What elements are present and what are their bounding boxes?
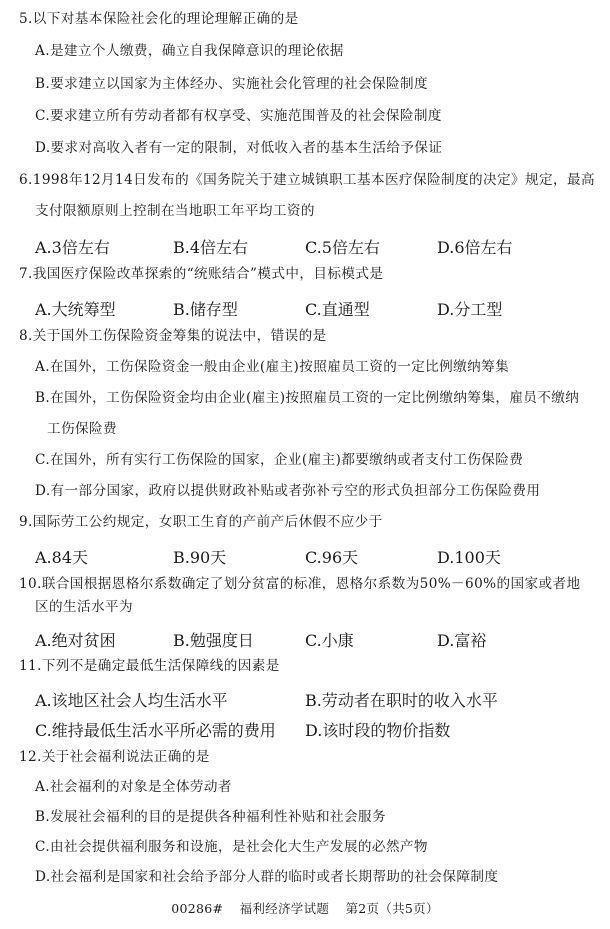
question-6-option-a: A.3倍左右 [35, 238, 110, 257]
question-5-option-a: A.是建立个人缴费，确立自我保障意识的理论依据 [35, 43, 344, 59]
question-7-option-c: C.直通型 [305, 300, 370, 319]
question-9-options [0, 545, 610, 567]
question-11-options-row2 [0, 718, 610, 740]
question-11-option-d: D.该时段的物价指数 [305, 721, 451, 740]
question-12-option-b: B.发展社会福利的目的是提供各种福利性补贴和社会服务 [35, 809, 386, 825]
question-11-options-row1 [0, 688, 610, 710]
page-footer [0, 899, 610, 917]
question-12-option-d: D.社会福利是国家和社会给予部分人群的临时或者长期帮助的社会保障制度 [35, 869, 499, 885]
question-11-stem: 11.下列不是确定最低生活保障线的因素是 [19, 658, 280, 674]
question-6-option-b: B.4倍左右 [173, 238, 249, 257]
question-10-option-b: B.勉强度日 [173, 631, 254, 650]
question-6-stem: 6.1998年12月14日发布的《国务院关于建立城镇职工基本医疗保险制度的决定》规定，最高 [19, 172, 595, 188]
question-9-option-d: D.100天 [437, 548, 501, 567]
footer-page-number: 第2页（共5页） [345, 901, 439, 916]
question-7-option-a: A.大统筹型 [35, 300, 116, 319]
question-8-option-b: B.在国外，工伤保险资金均由企业(雇主)按照雇员工资的一定比例缴纳筹集，雇员不缴纳 [35, 390, 580, 406]
question-10-stem: 10.联合国根据恩格尔系数确定了划分贫富的标准，恩格尔系数为50%－60%的国家或者地 [19, 576, 581, 592]
question-7-option-b: B.储存型 [173, 300, 238, 319]
question-5-option-d: D.要求对高收入者有一定的限制，对低收入者的基本生活给予保证 [35, 140, 443, 156]
question-7-options [0, 297, 610, 319]
question-11-option-a: A.该地区社会人均生活水平 [35, 691, 228, 710]
footer-exam-code: 00286# [171, 901, 224, 916]
question-10-option-a: A.绝对贫困 [35, 631, 116, 650]
question-5-stem: 5.以下对基本保险社会化的理论理解正确的是 [19, 11, 299, 27]
question-6-option-c: C.5倍左右 [305, 238, 380, 257]
question-6-options [0, 235, 610, 257]
question-8-option-b-cont: 工伤保险费 [47, 421, 117, 437]
question-12-option-c: C.由社会提供福利服务和设施，是社会化大生产发展的必然产物 [35, 839, 428, 855]
question-5-option-c: C.要求建立所有劳动者都有权享受、实施范围普及的社会保险制度 [35, 108, 442, 124]
question-10-option-c: C.小康 [305, 631, 354, 650]
question-8-stem: 8.关于国外工伤保险资金筹集的说法中，错误的是 [19, 328, 327, 344]
question-12-stem: 12.关于社会福利说法正确的是 [19, 749, 210, 765]
question-10-option-d: D.富裕 [437, 631, 487, 650]
question-8-option-d: D.有一部分国家，政府以提供财政补贴或者弥补亏空的形式负担部分工伤保险费用 [35, 483, 541, 499]
question-6-option-d: D.6倍左右 [437, 238, 513, 257]
question-9-option-b: B.90天 [173, 548, 227, 567]
question-5-option-b: B.要求建立以国家为主体经办、实施社会化管理的社会保险制度 [35, 76, 428, 92]
question-9-option-c: C.96天 [305, 548, 359, 567]
question-7-stem: 7.我国医疗保险改革探索的“统账结合”模式中，目标模式是 [19, 266, 384, 282]
question-10-stem-cont: 区的生活水平为 [35, 599, 133, 615]
question-9-stem: 9.国际劳工公约规定，女职工生育的产前产后休假不应少于 [19, 514, 383, 530]
question-8-option-c: C.在国外，所有实行工伤保险的国家，企业(雇主)都要缴纳或者支付工伤保险费 [35, 452, 524, 468]
footer-exam-title: 福利经济学试题 [239, 901, 330, 916]
question-8-option-a: A.在国外，工伤保险资金一般由企业(雇主)按照雇员工资的一定比例缴纳筹集 [35, 359, 510, 375]
question-10-options [0, 628, 610, 650]
question-11-option-c: C.维持最低生活水平所必需的费用 [35, 721, 276, 740]
question-9-option-a: A.84天 [35, 548, 89, 567]
question-6-stem-cont: 支付限额原则上控制在当地职工年平均工资的 [35, 203, 315, 219]
question-12-option-a: A.社会福利的对象是全体劳动者 [35, 779, 232, 795]
question-11-option-b: B.劳动者在职时的收入水平 [305, 691, 498, 710]
question-7-option-d: D.分工型 [437, 300, 503, 319]
